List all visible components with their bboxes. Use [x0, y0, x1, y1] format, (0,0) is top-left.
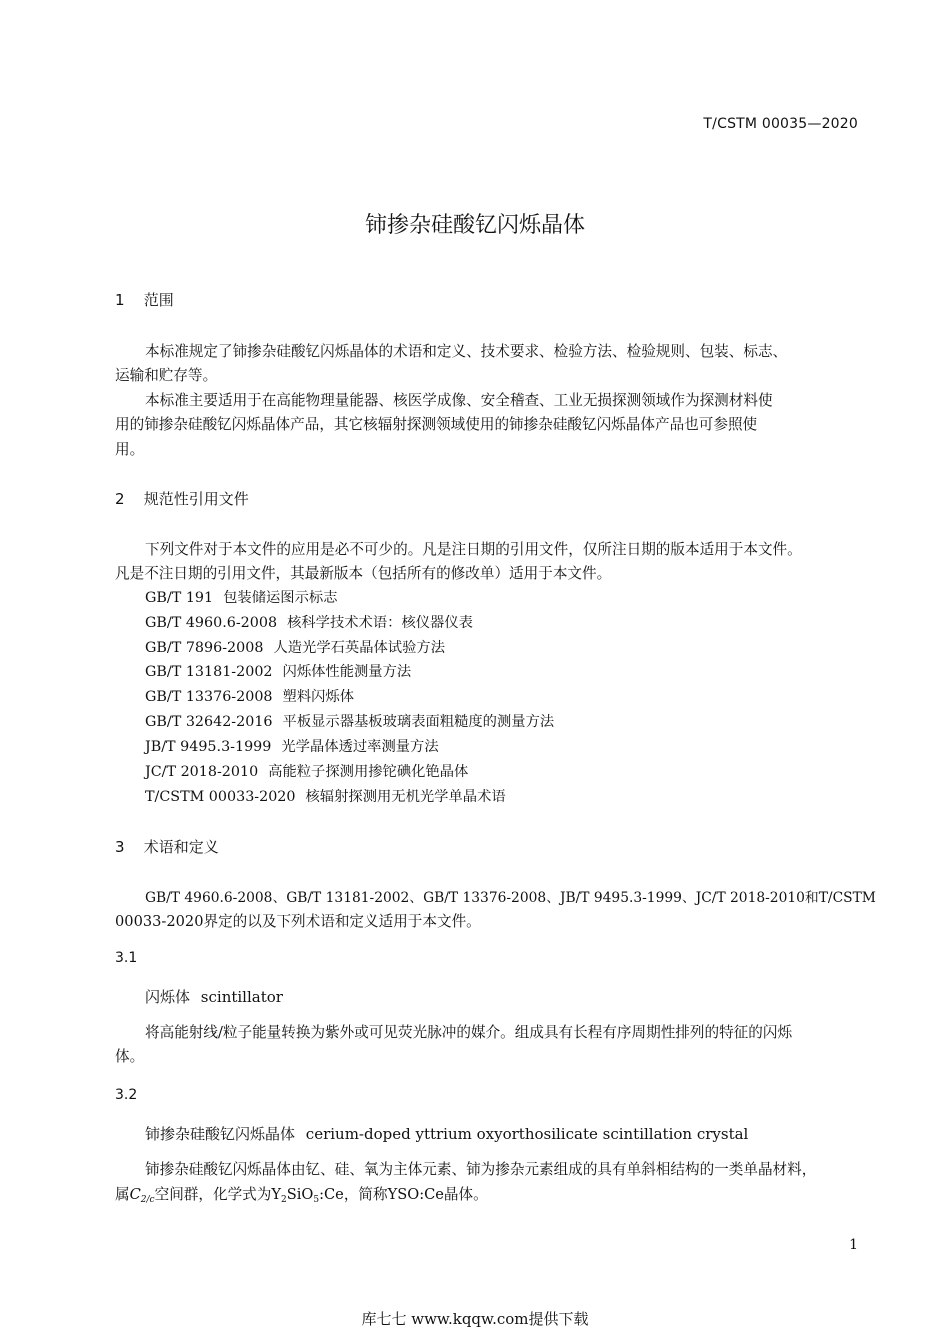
definition-line: [115, 1183, 488, 1205]
paragraph-line: 下列文件对于本文件的应用是必不可少的。凡是注日期的引用文件，仅所注日期的版本适用于本文件。: [145, 541, 802, 558]
reference-item: [145, 736, 439, 756]
space-group-symbol: C: [129, 1186, 141, 1203]
definition-line: 将高能射线/粒子能量转换为紫外或可见荧光脉冲的媒介。组成具有长程有序周期性排列的特征的闪烁: [145, 1024, 793, 1041]
paragraph-line: GB/T 4960.6-2008、GB/T 13181-2002、GB/T 13376-2008、JB/T 9495.3-1999、JC/T 2018-2010和T/CSTM: [145, 890, 876, 906]
section-number: 1: [115, 291, 125, 309]
section-3-heading: [115, 836, 219, 857]
reference-code: GB/T 4960.6-2008: [145, 615, 278, 631]
paragraph-line: 用。: [115, 441, 145, 458]
reference-item: [145, 637, 445, 657]
reference-item: [145, 711, 554, 731]
reference-title: 核辐射探测用无机光学单晶术语: [305, 789, 506, 805]
reference-code: GB/T 13376-2008: [145, 689, 273, 705]
definition-line: 体。: [115, 1048, 145, 1065]
download-watermark: 库七七 www.kqqw.com提供下载: [361, 1310, 589, 1328]
text-segment: 空间群，化学式为Y: [154, 1186, 281, 1203]
reference-item: [145, 761, 468, 781]
reference-code: GB/T 7896-2008: [145, 640, 264, 656]
reference-item: [145, 612, 473, 632]
document-title: 铈掺杂硅酸钇闪烁晶体: [364, 213, 585, 238]
section-1-heading: [115, 289, 174, 310]
clause-number: 3.1: [115, 950, 138, 966]
reference-code: GB/T 32642-2016: [145, 714, 273, 730]
section-title: 术语和定义: [143, 838, 219, 856]
reference-title: 光学晶体透过率测量方法: [281, 739, 439, 755]
reference-code: GB/T 13181-2002: [145, 664, 273, 680]
term-chinese: 闪烁体: [145, 988, 191, 1006]
paragraph-line: 运输和贮存等。: [115, 367, 218, 384]
term-chinese: 铈掺杂硅酸钇闪烁晶体: [145, 1125, 296, 1143]
paragraph-line: 用的铈掺杂硅酸钇闪烁晶体产品，其它核辐射探测领域使用的铈掺杂硅酸钇闪烁晶体产品也可参照使: [115, 416, 758, 433]
reference-title: 核科学技术术语：核仪器仪表: [287, 615, 473, 631]
clause-number: 3.2: [115, 1087, 138, 1103]
reference-item: [145, 686, 354, 706]
reference-title: 高能粒子探测用掺铊碘化铯晶体: [268, 764, 469, 780]
section-2-heading: [115, 488, 249, 509]
text-segment: 属: [115, 1186, 130, 1203]
section-number: 2: [115, 490, 125, 508]
term-english: scintillator: [200, 988, 283, 1006]
reference-code: JC/T 2018-2010: [145, 764, 259, 780]
reference-item: [145, 661, 411, 681]
reference-title: 塑料闪烁体: [282, 689, 355, 705]
formula-subscript: 5: [313, 1195, 320, 1205]
reference-title: 包装储运图示标志: [223, 590, 338, 606]
paragraph-line: 凡是不注日期的引用文件，其最新版本（包括所有的修改单）适用于本文件。: [115, 565, 612, 582]
reference-title: 平板显示器基板玻璃表面粗糙度的测量方法: [282, 714, 555, 730]
space-group-subscript: 2/c: [140, 1195, 155, 1205]
text-segment: SiO: [286, 1186, 314, 1203]
reference-item: [145, 587, 338, 607]
standard-code: T/CSTM 00035—2020: [703, 116, 858, 132]
reference-item: [145, 786, 506, 806]
section-title: 规范性引用文件: [143, 490, 249, 508]
formula-subscript: 2: [280, 1195, 287, 1205]
section-number: 3: [115, 838, 125, 856]
text-segment: :Ce，简称YSO:Ce晶体。: [319, 1186, 488, 1203]
paragraph-line: 本标准主要适用于在高能物理量能器、核医学成像、安全稽查、工业无损探测领域作为探测材料使: [145, 392, 773, 409]
reference-title: 闪烁体性能测量方法: [282, 664, 412, 680]
paragraph-line: 本标准规定了铈掺杂硅酸钇闪烁晶体的术语和定义、技术要求、检验方法、检验规则、包装、标志、: [145, 343, 788, 360]
reference-code: T/CSTM 00033-2020: [145, 789, 296, 805]
reference-title: 人造光学石英晶体试验方法: [273, 640, 445, 656]
definition-line: 铈掺杂硅酸钇闪烁晶体由钇、硅、氧为主体元素、铈为掺杂元素组成的具有单斜相结构的一类单晶材料，: [145, 1161, 817, 1178]
term-line: [145, 1123, 748, 1144]
paragraph-line: 00033-2020界定的以及下列术语和定义适用于本文件。: [115, 913, 481, 930]
term-english: cerium-doped yttrium oxyorthosilicate scintillation crystal: [305, 1125, 749, 1143]
reference-code: JB/T 9495.3-1999: [145, 739, 272, 755]
term-line: [145, 986, 283, 1007]
reference-code: GB/T 191: [145, 590, 214, 606]
page-number: 1: [849, 1237, 858, 1253]
section-title: 范围: [143, 291, 174, 309]
